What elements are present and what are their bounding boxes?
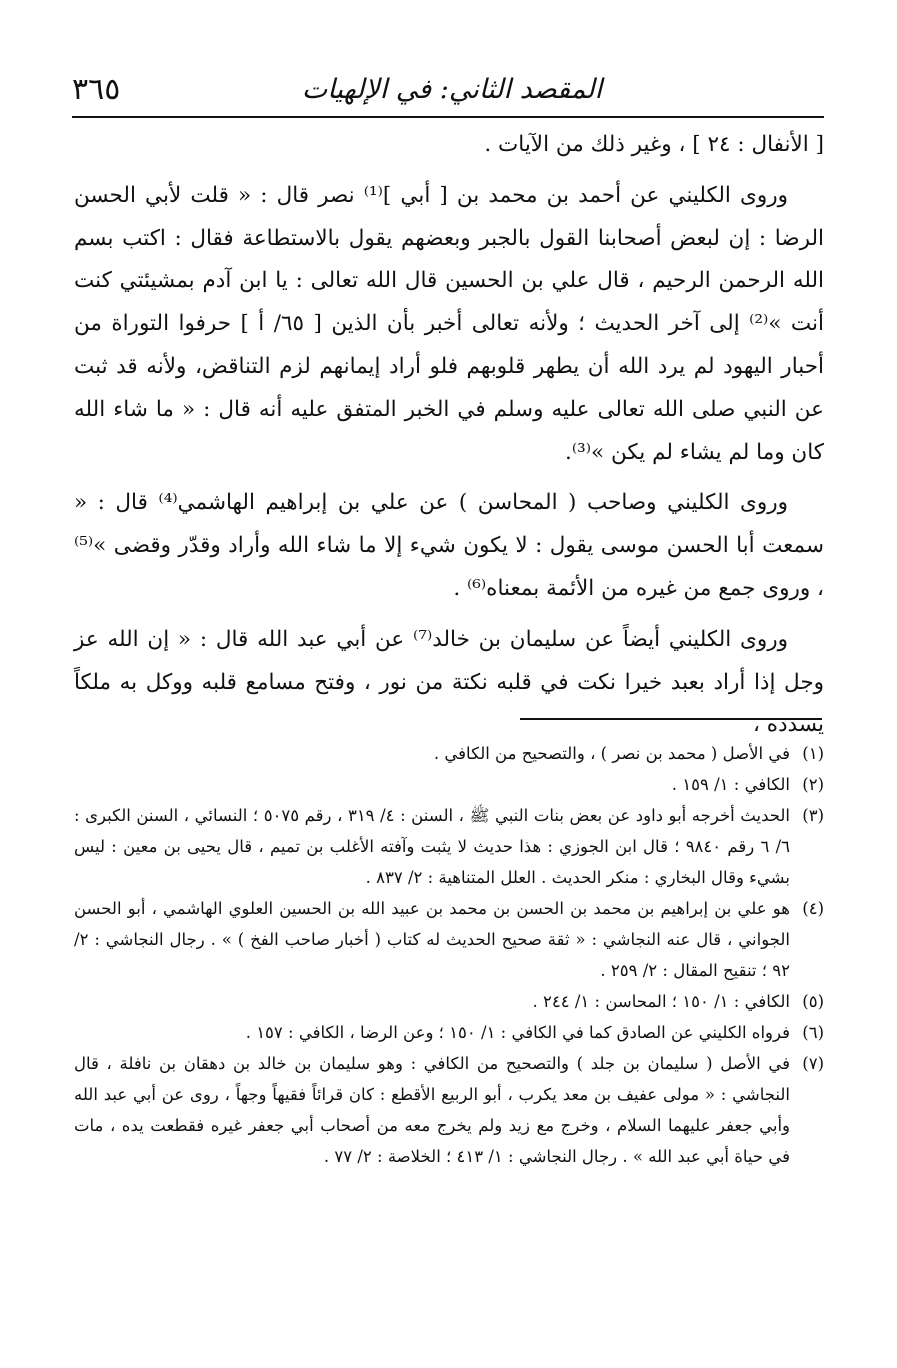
- footnote-text: هو علي بن إبراهيم بن محمد بن الحسن بن محمد بن عبيد الله بن الحسين العلوي الهاشمي ، أبو الحسن الجواني ، قال عنه النجاشي : « ثقة صحيح الحديث له كتاب ( أخبار صاحب الفخ ) » . رجال النجاشي : ٢/ ٩٢ ؛ تنقيح المقال : ٢/ ٢٥٩ .: [74, 899, 790, 980]
- footnote-text: الكافي : ١/ ١٥٩ .: [671, 775, 790, 794]
- page-number: ٣٦٥: [72, 72, 121, 107]
- footnote: [74, 1017, 824, 1048]
- footnote-text: في الأصل ( سليمان بن جلد ) والتصحيح من الكافي : وهو سليمان بن خالد بن دهقان بن نافلة ، قال النجاشي : « مولى عفيف بن معد يكرب ، أبو الربيع الأقطع : كان قرائاً فقيهاً وجهاً ، روى عن أبي عبد الله وأبي جعفر عليهما السلام ، وخرج مع زيد ولم يخرج معه من أصحاب أبي جعفر غيره فقطعت يده ، مات في حياة أبي عبد الله » . رجال النجاشي : ١/ ٤١٣ ؛ الخلاصة : ٢/ ٧٧ .: [74, 1054, 790, 1166]
- footnote-number: (٧): [802, 1054, 824, 1073]
- running-title: المقصد الثاني: في الإلهيات: [301, 74, 603, 105]
- main-text: [74, 124, 824, 747]
- footnote-number: (٦): [802, 1023, 824, 1042]
- paragraph: وروى الكليني وصاحب ( المحاسن ) عن علي بن إبراهيم الهاشمي⁽⁴⁾ قال : « سمعت أبا الحسن موسى يقول : لا يكون شيء إلا ما شاء الله وأراد وقدّر وقضى »⁽⁵⁾ ، وروى جمع من غيره من الأئمة بمعناه⁽⁶⁾ .: [74, 490, 824, 601]
- footnote-text: الحديث أخرجه أبو داود عن بعض بنات النبي ﷺ ، السنن : ٤/ ٣١٩ ، رقم ٥٠٧٥ ؛ النسائي ، السنن الكبرى : ٦/ ٦ رقم ٩٨٤٠ ؛ قال ابن الجوزي : هذا حديث لا يثبت وآفته الأغلب بن تميم ، قال يحيى بن معين : ليس بشيء وقال البخاري : منكر الحديث . العلل المتناهية : ٢/ ٨٣٧ .: [74, 806, 790, 887]
- footnote: [74, 893, 824, 986]
- footnote: [74, 1048, 824, 1172]
- footnote-separator: [520, 718, 822, 720]
- footnote: [74, 738, 824, 769]
- footnote-number: (٤): [802, 899, 824, 918]
- footnote: [74, 800, 824, 893]
- footnote-number: (٥): [802, 992, 824, 1011]
- footnote: [74, 986, 824, 1017]
- footnote-text: الكافي : ١/ ١٥٠ ؛ المحاسن : ١/ ٢٤٤ .: [532, 992, 790, 1011]
- footnote-text: فرواه الكليني عن الصادق كما في الكافي : ١/ ١٥٠ ؛ وعن الرضا ، الكافي : ١٥٧ .: [245, 1023, 790, 1042]
- footnotes: [74, 738, 824, 1172]
- paragraph: [ الأنفال : ٢٤ ] ، وغير ذلك من الآيات .: [484, 132, 824, 157]
- footnote-number: (١): [802, 744, 824, 763]
- footnote-number: (٣): [802, 806, 824, 825]
- footnote-text: في الأصل ( محمد بن نصر ) ، والتصحيح من الكافي .: [433, 744, 790, 763]
- paragraph: وروى الكليني عن أحمد بن محمد بن [ أبي ]⁽¹⁾ نصر قال : « قلت لأبي الحسن الرضا : إن لبعض أصحابنا القول بالجبر وبعضهم يقول بالاستطاعة فقال : اكتب بسم الله الرحمن الرحيم ، قال علي بن الحسين قال الله تعالى : يا ابن آدم بمشيئتي كنت أنت »⁽²⁾ إلى آخر الحديث ؛ ولأنه تعالى أخبر بأن الذين [ ٦٥/ أ ] حرفوا التوراة من أحبار اليهود لم يرد الله أن يطهر قلوبهم فلو أراد إيمانهم لزم التناقض، ولأنه قد ثبت عن النبي صلى الله تعالى عليه وسلم في الخبر المتفق عليه أنه قال : « ما شاء الله كان وما لم يشاء لم يكن »⁽³⁾.: [74, 182, 824, 465]
- paragraph: وروى الكليني أيضاً عن سليمان بن خالد⁽⁷⁾ عن أبي عبد الله قال : « إن الله عز وجل إذا أراد بعبد خيرا نكت في قلبه نكتة من نور ، وفتح مسامع قلبه ووكل به ملكاً يسدده ،: [74, 626, 824, 738]
- footnote: [74, 769, 824, 800]
- page-header: [72, 70, 824, 118]
- footnote-number: (٢): [802, 775, 824, 794]
